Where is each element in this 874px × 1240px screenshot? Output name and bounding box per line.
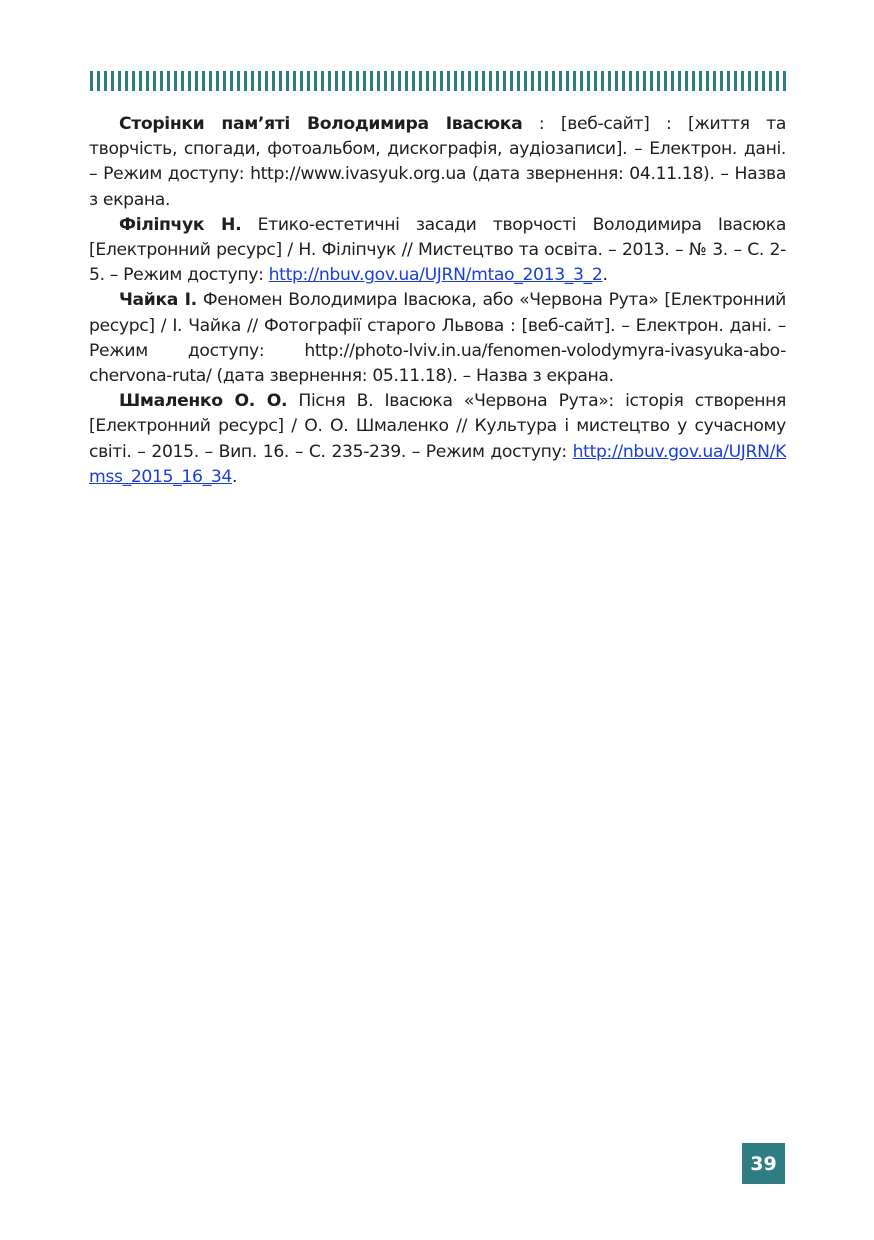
entry-author: Шмаленко О. О. — [119, 391, 288, 412]
entry-link[interactable]: http://nbuv.gov.ua/UJRN/Kmss_2015_16_34 — [89, 441, 786, 487]
entry-tail: . — [602, 265, 608, 286]
bibliography-entry — [89, 389, 786, 490]
entry-tail: . — [232, 466, 238, 487]
bibliography-entry — [89, 112, 786, 213]
bibliography-entry — [89, 213, 786, 289]
entry-author: Сторінки пам’яті Володимира Івасюка — [119, 114, 523, 134]
entry-author: Філіпчук Н. — [119, 214, 242, 235]
entry-text: Феномен Володимира Івасюка, або «Червона Рута» [Електронний ресурс] / І. Чайка // Фотографії старого Львова : [веб-сайт]. – Електрон. дані. – Режим доступу: http://photo-lviv.in.ua/fenomen-volodymyra-ivasyuka-abo-chervona-ruta/ (дата звернення: 05.11.18). – Назва з екрана. — [89, 290, 786, 387]
entry-link[interactable]: http://nbuv.gov.ua/UJRN/mtao_2013_3_2 — [268, 265, 603, 286]
bibliography-entry — [89, 288, 786, 389]
entry-text: Пісня В. Івасюка «Червона Рута»: історія створення [Електронний ресурс] / О. О. Шмаленко // Культура і мистецтво у сучасному світі. – 2015. – Вип. 16. – С. 235-239. – Режим доступу: — [89, 391, 786, 462]
page-number-badge — [742, 1143, 785, 1184]
entry-text: : [веб-сайт] : [життя та творчість, спогади, фотоальбом, дискографія, аудіозаписи]. – Електрон. дані. – Режим доступу: http://www.ivasyuk.org.ua (дата звернення: 04.11.18). – Назва з екрана. — [89, 114, 787, 210]
bibliography-list — [89, 112, 786, 490]
page-number: 39 — [750, 1152, 777, 1175]
entry-text: Етико-естетичні засади творчості Володимира Івасюка [Електронний ресурс] / Н. Філіпчук // Мистецтво та освіта. – 2013. – № 3. – С. 2-5. – Режим доступу: — [89, 214, 787, 286]
entry-author: Чайка І. — [119, 290, 197, 311]
decorative-stripe-header — [90, 71, 788, 91]
